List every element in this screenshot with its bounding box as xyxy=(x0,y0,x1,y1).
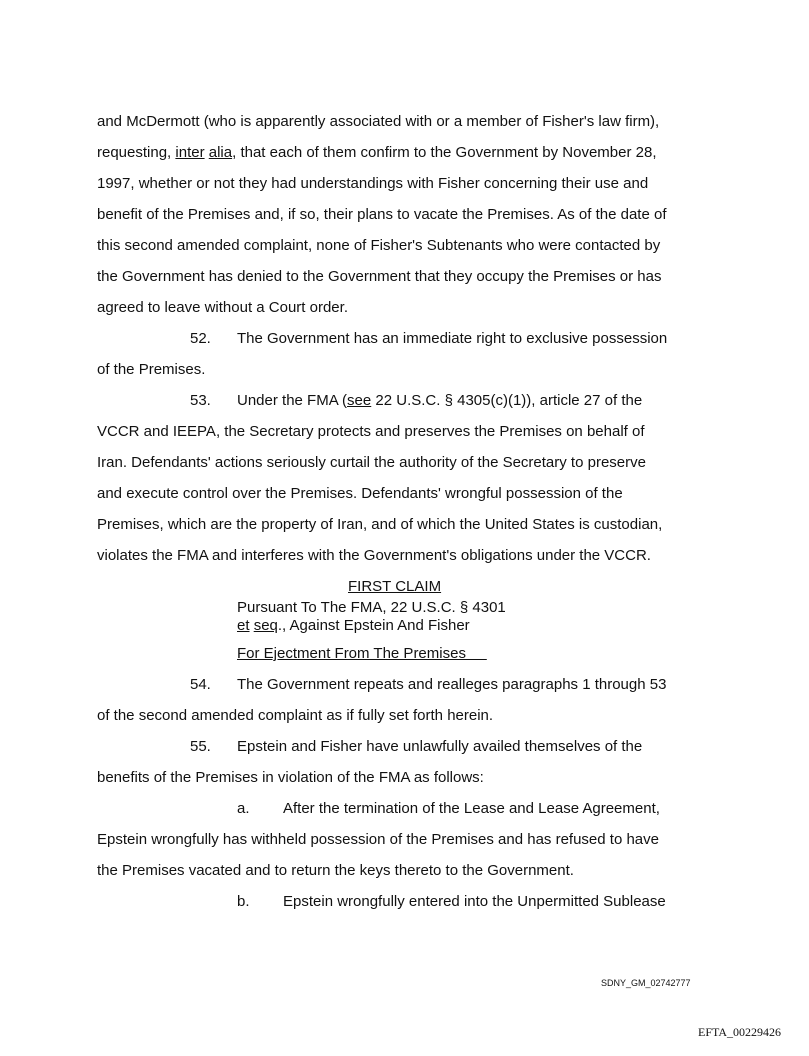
paragraph-53-line-1-b: 22 U.S.C. § 4305(c)(1)), article 27 of the xyxy=(371,392,643,409)
intro-line-6: the Government has denied to the Government that they occupy the Premises or has xyxy=(97,268,662,285)
paragraph-54-line-1: The Government repeats and realleges paragraphs 1 through 53 xyxy=(237,676,667,693)
intro-line-5: this second amended complaint, none of Fisher's Subtenants who were contacted by xyxy=(97,237,661,254)
intro-line-2-c: , that each of them confirm to the Government by November 28, xyxy=(232,144,657,161)
paragraph-53-line-1 xyxy=(237,392,642,410)
intro-line-2-a: requesting, xyxy=(97,144,176,161)
item-b-line-1: Epstein wrongfully entered into the Unpermitted Sublease xyxy=(283,893,666,910)
latin-alia: alia xyxy=(208,144,233,161)
paragraph-55-number: 55. xyxy=(190,738,211,755)
intro-line-4: benefit of the Premises and, if so, their plans to vacate the Premises. As of the date of xyxy=(97,206,667,223)
first-claim-line-2 xyxy=(237,617,470,635)
paragraph-53-line-3: Iran. Defendants' actions seriously curtail the authority of the Secretary to preserve xyxy=(97,454,646,471)
signal-see: see xyxy=(347,392,372,409)
paragraph-54-line-2: of the second amended complaint as if fully set forth herein. xyxy=(97,707,494,724)
paragraph-55-line-2: benefits of the Premises in violation of the FMA as follows: xyxy=(97,769,484,786)
first-claim-line-1: Pursuant To The FMA, 22 U.S.C. § 4301 xyxy=(237,599,506,616)
latin-et: et xyxy=(237,617,250,634)
intro-line-2 xyxy=(97,144,656,162)
item-a-line-3: the Premises vacated and to return the keys thereto to the Government. xyxy=(97,862,574,879)
paragraph-53-line-6: violates the FMA and interferes with the Government's obligations under the VCCR. xyxy=(97,547,651,564)
latin-inter: inter xyxy=(175,144,205,161)
item-a-line-2: Epstein wrongfully has withheld possession of the Premises and has refused to have xyxy=(97,831,659,848)
first-claim-title: FIRST CLAIM xyxy=(348,578,442,595)
paragraph-55-line-1: Epstein and Fisher have unlawfully availed themselves of the xyxy=(237,738,643,755)
paragraph-53-number: 53. xyxy=(190,392,211,409)
intro-line-7: agreed to leave without a Court order. xyxy=(97,299,348,316)
item-a-line-1: After the termination of the Lease and Lease Agreement, xyxy=(283,800,660,817)
paragraph-54-number: 54. xyxy=(190,676,211,693)
paragraph-53-line-2: VCCR and IEEPA, the Secretary protects and preserves the Premises on behalf of xyxy=(97,423,645,440)
paragraph-52-line-1: The Government has an immediate right to exclusive possession xyxy=(237,330,668,347)
paragraph-53-line-1-a: Under the FMA ( xyxy=(237,392,348,409)
first-claim-line-2-rest: ., Against Epstein And Fisher xyxy=(277,617,470,634)
item-b-letter: b. xyxy=(237,893,250,910)
latin-seq: seq xyxy=(253,617,278,634)
efta-stamp: EFTA_00229426 xyxy=(698,1025,782,1039)
paragraph-52-number: 52. xyxy=(190,330,211,347)
intro-line-1: and McDermott (who is apparently associated with or a member of Fisher's law firm), xyxy=(97,113,660,130)
first-claim-line-3: For Ejectment From The Premises xyxy=(237,645,487,662)
item-a-letter: a. xyxy=(237,800,250,817)
intro-line-3: 1997, whether or not they had understandings with Fisher concerning their use and xyxy=(97,175,649,192)
paragraph-52-line-2: of the Premises. xyxy=(97,361,206,378)
bates-number: SDNY_GM_02742777 xyxy=(601,978,691,988)
paragraph-53-line-4: and execute control over the Premises. Defendants' wrongful possession of the xyxy=(97,485,623,502)
paragraph-53-line-5: Premises, which are the property of Iran, and of which the United States is custodian, xyxy=(97,516,663,533)
